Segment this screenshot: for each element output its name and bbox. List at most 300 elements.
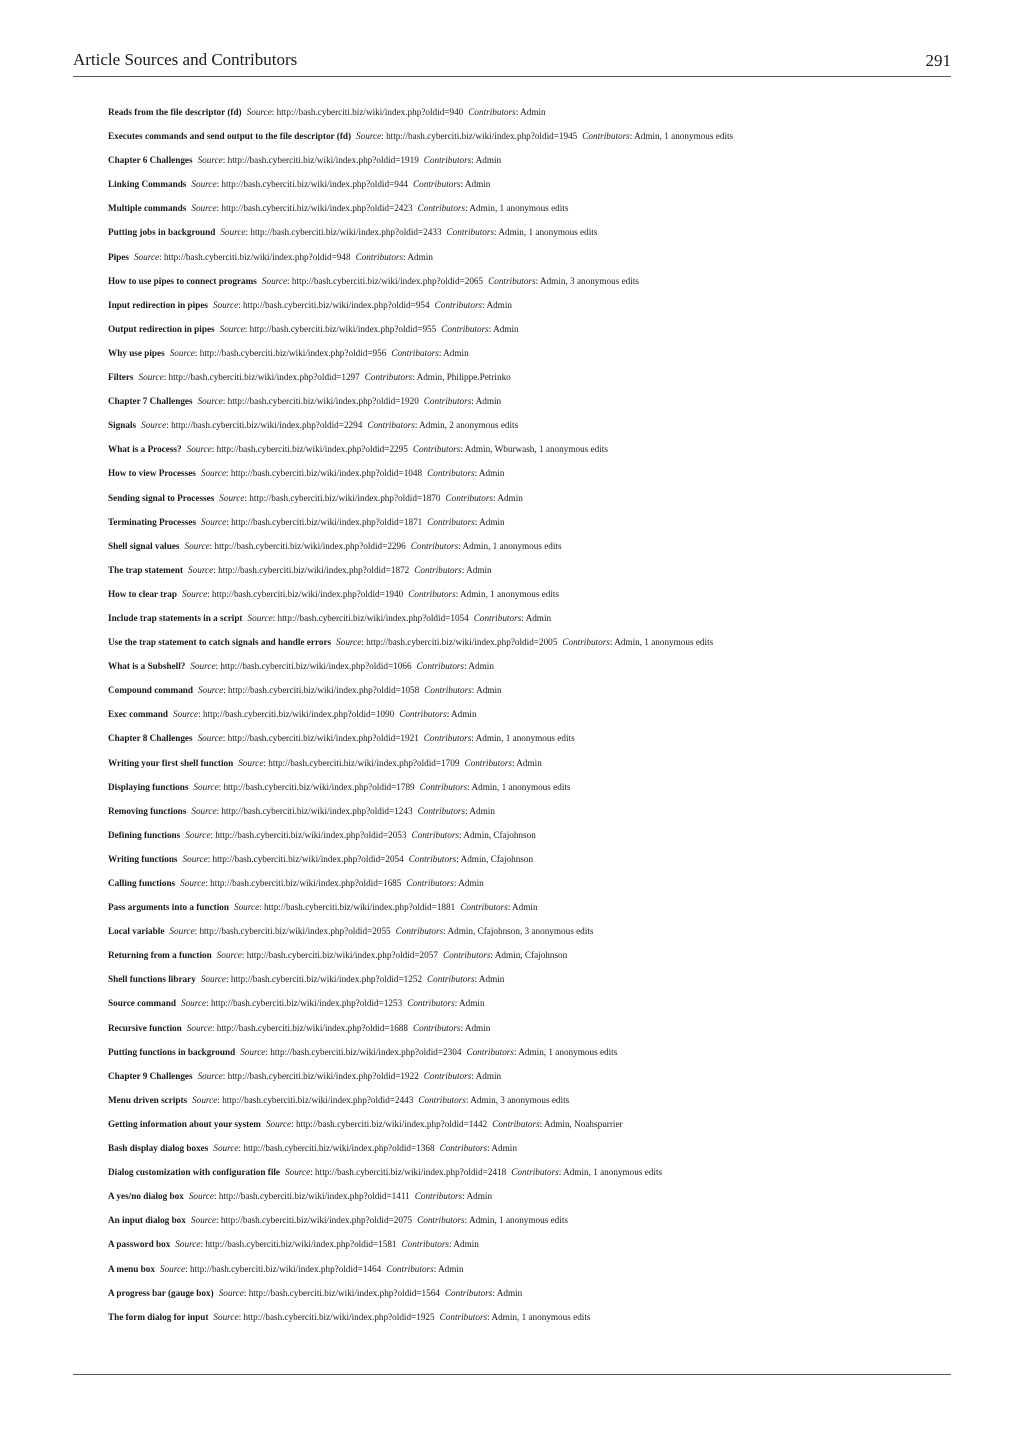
article-title: Defining functions [108, 829, 181, 840]
contributors-label: Contributors [427, 516, 475, 527]
source-label: Source [356, 131, 382, 142]
contributors-value: Admin [525, 612, 552, 623]
contributors-value: Admin, 1 anonymous edits [468, 1215, 568, 1226]
source-label: Source [219, 492, 245, 503]
contributors-value: Admin, 3 anonymous edits [470, 1094, 570, 1105]
contributors-label: Contributors [460, 902, 508, 913]
article-title: A password box [108, 1239, 171, 1250]
source-url: http://bash.cyberciti.biz/wiki/index.php?oldid=1871 [231, 516, 423, 527]
contributors-label: Contributors [427, 974, 475, 985]
source-url: http://bash.cyberciti.biz/wiki/index.php?oldid=1564 [248, 1287, 440, 1298]
article-title: Putting functions in background [108, 1046, 236, 1057]
contributors-label: Contributors [424, 685, 472, 696]
source-label: Source [197, 733, 223, 744]
list-item: Input redirection in pipes Source: http://bash.cyberciti.biz/wiki/index.php?oldid=954 Contributors: Admin [108, 299, 512, 310]
contributors-label: Contributors [411, 829, 459, 840]
contributors-value: Admin [469, 805, 495, 816]
contributors-value: Admin [468, 661, 494, 672]
source-label: Source [188, 564, 214, 575]
contributors-value: Admin [493, 323, 519, 334]
contributors-label: Contributors [466, 1046, 514, 1057]
contributors-value: Admin [486, 299, 512, 310]
contributors-value: Admin [466, 564, 492, 575]
source-label: Source [220, 227, 246, 238]
contributors-label: Contributors [445, 492, 493, 503]
source-url: http://bash.cyberciti.biz/wiki/index.php?oldid=2053 [215, 829, 407, 840]
contributors-value: Admin, Philippe.Petrinko [416, 372, 511, 383]
article-title: How to use pipes to connect programs [108, 275, 257, 286]
source-url: http://bash.cyberciti.biz/wiki/index.php?oldid=956 [199, 347, 387, 358]
list-item: How to clear trap Source: http://bash.cyberciti.biz/wiki/index.php?oldid=1940 Contributors: Admin, 1 anonymous edits [108, 588, 560, 599]
contributors-value: Admin [491, 1143, 517, 1154]
source-url: http://bash.cyberciti.biz/wiki/index.php?oldid=2055 [199, 926, 391, 937]
list-item: How to view Processes Source: http://bash.cyberciti.biz/wiki/index.php?oldid=1048 Contributors: Admin [108, 468, 505, 479]
list-item: Writing functions Source: http://bash.cyberciti.biz/wiki/index.php?oldid=2054 Contributors: Admin, Cfajohnson [108, 853, 534, 864]
page-number: 291 [925, 51, 951, 70]
source-label: Source [192, 1094, 218, 1105]
contributors-label: Contributors [412, 444, 461, 455]
article-title: An input dialog box [108, 1215, 186, 1226]
contributors-value: Admin [478, 974, 505, 985]
contributors-label: Contributors [391, 347, 439, 358]
list-item: How to use pipes to connect programs Source: http://bash.cyberciti.biz/wiki/index.php?oldid=2065 Contributors: Admin, 3 anonymous edits [108, 275, 639, 286]
article-title: Writing functions [108, 853, 178, 864]
source-label: Source [172, 709, 199, 720]
list-item: The form dialog for input Source: http://bash.cyberciti.biz/wiki/index.php?oldid=1925 Contributors: Admin, 1 anonymous edits [108, 1311, 591, 1322]
contributors-value: Admin [496, 1287, 523, 1298]
page-title: Article Sources and Contributors [73, 50, 298, 69]
source-label: Source [182, 853, 208, 864]
source-url: http://bash.cyberciti.biz/wiki/index.php?oldid=1048 [230, 468, 423, 479]
contributors-label: Contributors [408, 853, 457, 864]
source-label: Source [141, 420, 167, 431]
source-label: Source [200, 468, 227, 479]
source-url: http://bash.cyberciti.biz/wiki/index.php?oldid=1297 [168, 372, 360, 383]
article-title: Returning from a function [108, 950, 212, 961]
list-item: Recursive function Source: http://bash.cyberciti.biz/wiki/index.php?oldid=1688 Contributors: Admin [108, 1022, 491, 1033]
source-url: http://bash.cyberciti.biz/wiki/index.php?oldid=1464 [190, 1263, 382, 1274]
source-url: http://bash.cyberciti.biz/wiki/index.php?oldid=1945 [386, 131, 578, 142]
source-url: http://bash.cyberciti.biz/wiki/index.php?oldid=1253 [211, 998, 403, 1009]
source-label: Source [213, 1311, 239, 1322]
contributors-label: Contributors [364, 372, 413, 383]
source-label: Source [261, 275, 288, 286]
article-title: Shell functions library [108, 974, 196, 985]
article-title: Pass arguments into a function [108, 902, 229, 913]
source-label: Source [175, 1239, 201, 1250]
contributors-label: Contributors [423, 155, 472, 166]
source-url: http://bash.cyberciti.biz/wiki/index.php?oldid=2005 [366, 637, 558, 648]
source-url: http://bash.cyberciti.biz/wiki/index.php?oldid=2054 [212, 853, 404, 864]
source-label: Source [336, 637, 362, 648]
list-item: Terminating Processes Source: http://bash.cyberciti.biz/wiki/index.php?oldid=1871 Contributors: Admin [108, 516, 505, 527]
contributors-label: Contributors [416, 661, 465, 672]
source-url: http://bash.cyberciti.biz/wiki/index.php?oldid=2057 [246, 950, 438, 961]
list-item: Sending signal to Processes Source: http://bash.cyberciti.biz/wiki/index.php?oldid=1870 Contributors: Admin [108, 492, 523, 503]
contributors-label: Contributors [407, 998, 455, 1009]
source-label: Source [238, 757, 264, 768]
source-url: http://bash.cyberciti.biz/wiki/index.php?oldid=1921 [227, 733, 419, 744]
list-item: Menu driven scripts Source: http://bash.cyberciti.biz/wiki/index.php?oldid=2443 Contributors: Admin, 3 anonymous edits [108, 1094, 570, 1105]
article-title: Linking Commands [108, 179, 187, 190]
contributors-label: Contributors [423, 733, 472, 744]
contributors-value: Admin, 1 anonymous edits [518, 1046, 618, 1057]
source-label: Source [180, 998, 207, 1009]
list-item: A progress bar (gauge box) Source: http://bash.cyberciti.biz/wiki/index.php?oldid=1564 Contributors: Admin [108, 1287, 523, 1298]
source-url: http://bash.cyberciti.biz/wiki/index.php?oldid=1252 [230, 974, 423, 985]
source-url: http://bash.cyberciti.biz/wiki/index.php?oldid=2296 [214, 540, 406, 551]
contributors-value: Admin, 2 anonymous edits [419, 420, 519, 431]
contributors-value: Admin [407, 251, 433, 262]
list-item: Local variable Source: http://bash.cyberciti.biz/wiki/index.php?oldid=2055 Contributors: Admin, Cfajohnson, 3 anonymous edits [108, 926, 594, 937]
article-title: Pipes [108, 251, 129, 262]
article-title: What is a Process? [108, 444, 182, 455]
source-url: http://bash.cyberciti.biz/wiki/index.php?oldid=1581 [205, 1239, 397, 1250]
contributors-label: Contributors [367, 420, 415, 431]
article-title: Chapter 6 Challenges [108, 155, 193, 166]
article-title: Chapter 8 Challenges [108, 733, 193, 744]
list-item: A yes/no dialog box Source: http://bash.cyberciti.biz/wiki/index.php?oldid=1411 Contributors: Admin [108, 1191, 493, 1202]
contributors-value: Admin, 1 anonymous edits [498, 227, 598, 238]
article-title: A progress bar (gauge box) [108, 1287, 214, 1298]
contributors-label: Contributors [423, 396, 472, 407]
list-item: Reads from the file descriptor (fd) Source: http://bash.cyberciti.biz/wiki/index.php?oldid=940 Contributors: Admin [108, 107, 546, 117]
source-label: Source [200, 974, 226, 985]
list-item: Source command Source: http://bash.cyberciti.biz/wiki/index.php?oldid=1253 Contributors: Admin [108, 998, 485, 1009]
article-title: Compound command [108, 685, 194, 696]
list-item: Chapter 8 Challenges Source: http://bash.cyberciti.biz/wiki/index.php?oldid=1921 Contributors: Admin, 1 anonymous edits [108, 733, 575, 744]
list-item: Defining functions Source: http://bash.cyberciti.biz/wiki/index.php?oldid=2053 Contributors: Admin, Cfajohnson [108, 829, 536, 840]
contributors-label: Contributors [355, 251, 404, 262]
source-label: Source [133, 251, 160, 262]
list-item: Executes commands and send output to the file descriptor (fd) Source: http://bash.cyberciti.biz/wiki/index.php?oldid=1945 Contributors: Admin, 1 anonymous edits [108, 131, 734, 142]
contributors-value: Admin [453, 1239, 479, 1250]
article-title: Getting information about your system [108, 1118, 261, 1129]
list-item: Returning from a function Source: http://bash.cyberciti.biz/wiki/index.php?oldid=2057 Contributors: Admin, Cfajohnson [108, 950, 568, 961]
contributors-value: Admin [497, 492, 523, 503]
article-title: Input redirection in pipes [108, 299, 208, 310]
source-label: Source [265, 1118, 292, 1129]
source-url: http://bash.cyberciti.biz/wiki/index.php?oldid=2075 [220, 1215, 413, 1226]
list-item: Chapter 7 Challenges Source: http://bash.cyberciti.biz/wiki/index.php?oldid=1920 Contributors: Admin [108, 396, 502, 407]
source-label: Source [219, 323, 245, 334]
source-url: http://bash.cyberciti.biz/wiki/index.php?oldid=2433 [250, 227, 442, 238]
contributors-value: Admin [479, 516, 505, 527]
list-item: Chapter 6 Challenges Source: http://bash.cyberciti.biz/wiki/index.php?oldid=1919 Contributors: Admin [108, 155, 502, 166]
contributors-label: Contributors [492, 1118, 540, 1129]
source-url: http://bash.cyberciti.biz/wiki/index.php?oldid=2065 [291, 275, 484, 286]
list-item: Include trap statements in a script Source: http://bash.cyberciti.biz/wiki/index.php?oldid=1054 Contributors: Admin [108, 612, 552, 623]
list-item: A menu box Source: http://bash.cyberciti.biz/wiki/index.php?oldid=1464 Contributors: Admin [108, 1263, 464, 1274]
contributors-label: Contributors [442, 950, 491, 961]
source-label: Source [197, 396, 223, 407]
source-label: Source [240, 1046, 266, 1057]
contributors-label: Contributors [473, 612, 522, 623]
source-url: http://bash.cyberciti.biz/wiki/index.php?oldid=1368 [243, 1143, 435, 1154]
contributors-value: Admin, 1 anonymous edits [469, 203, 569, 214]
contributors-value: Admin [516, 757, 542, 768]
source-label: Source [184, 540, 210, 551]
source-url: http://bash.cyberciti.biz/wiki/index.php?oldid=2294 [171, 420, 363, 431]
contributors-value: Admin, Wburwash, 1 anonymous edits [464, 444, 608, 455]
source-label: Source [181, 588, 208, 599]
source-label: Source [186, 1022, 212, 1033]
contributors-label: Contributors [439, 1143, 488, 1154]
source-label: Source [197, 155, 223, 166]
source-label: Source [213, 1143, 239, 1154]
contributors-value: Admin, 1 anonymous edits [471, 781, 571, 792]
contributors-value: Admin [478, 468, 505, 479]
contributors-label: Contributors [406, 878, 454, 888]
contributors-label: Contributors [417, 805, 466, 816]
source-label: Source [169, 347, 195, 358]
list-item: Calling functions Source: http://bash.cyberciti.biz/wiki/index.php?oldid=1685 Contributors: Admin [108, 878, 484, 888]
list-item: Shell functions library Source: http://bash.cyberciti.biz/wiki/index.php?oldid=1252 Contributors: Admin [108, 974, 505, 985]
article-title: The trap statement [108, 564, 184, 575]
article-title: A yes/no dialog box [108, 1191, 184, 1202]
contributors-label: Contributors [464, 757, 512, 768]
source-url: http://bash.cyberciti.biz/wiki/index.php?oldid=1243 [221, 805, 413, 816]
source-url: http://bash.cyberciti.biz/wiki/index.php?oldid=948 [163, 251, 351, 262]
source-url: http://bash.cyberciti.biz/wiki/index.php?oldid=2295 [216, 444, 408, 455]
source-label: Source [246, 107, 272, 117]
contributors-value: Admin [512, 902, 538, 913]
contributors-label: Contributors [408, 588, 456, 599]
contributors-value: Admin [476, 685, 502, 696]
source-url: http://bash.cyberciti.biz/wiki/index.php?oldid=1066 [220, 661, 412, 672]
contributors-label: Contributors [441, 323, 489, 334]
contributors-label: Contributors [399, 709, 447, 720]
list-item: Bash display dialog boxes Source: http://bash.cyberciti.biz/wiki/index.php?oldid=1368 Contributors: Admin [108, 1143, 517, 1154]
article-title: Multiple commands [108, 203, 187, 214]
contributors-value: Admin, 1 anonymous edits [462, 540, 562, 551]
contributors-value: Admin [475, 396, 502, 407]
source-label: Source [159, 1263, 186, 1274]
list-item: Putting jobs in background Source: http://bash.cyberciti.biz/wiki/index.php?oldid=2433 Contributors: Admin, 1 anonymous edits [108, 227, 598, 238]
list-item: Chapter 9 Challenges Source: http://bash.cyberciti.biz/wiki/index.php?oldid=1922 Contributors: Admin [108, 1070, 502, 1081]
article-title: A menu box [108, 1263, 155, 1274]
list-item: Displaying functions Source: http://bash.cyberciti.biz/wiki/index.php?oldid=1789 Contributors: Admin, 1 anonymous edits [108, 781, 571, 792]
article-title: Shell signal values [108, 540, 180, 551]
source-label: Source [169, 926, 195, 937]
source-label: Source [212, 299, 239, 310]
source-label: Source [190, 1215, 217, 1226]
article-title: Putting jobs in background [108, 227, 216, 238]
source-label: Source [188, 1191, 214, 1202]
source-url: http://bash.cyberciti.biz/wiki/index.php?oldid=1870 [249, 492, 441, 503]
source-label: Source [138, 372, 164, 383]
source-label: Source [180, 878, 206, 888]
contributors-label: Contributors [417, 203, 466, 214]
source-url: http://bash.cyberciti.biz/wiki/index.php?oldid=940 [276, 107, 464, 117]
contributors-label: Contributors [417, 1215, 465, 1226]
list-item: Signals Source: http://bash.cyberciti.biz/wiki/index.php?oldid=2294 Contributors: Admin, 2 anonymous edits [108, 420, 519, 431]
contributors-value: Admin [443, 347, 469, 358]
contributors-value: Admin, 1 anonymous edits [563, 1167, 663, 1178]
article-title: Writing your first shell function [108, 757, 234, 768]
list-item: Multiple commands Source: http://bash.cyberciti.biz/wiki/index.php?oldid=2423 Contributors: Admin, 1 anonymous edits [108, 203, 569, 214]
contributors-label: Contributors [395, 926, 444, 937]
article-title: Executes commands and send output to the file descriptor (fd) [108, 131, 352, 142]
article-title: Source command [108, 998, 176, 1009]
contributors-value: Admin [458, 878, 484, 888]
article-title: Why use pipes [108, 347, 165, 358]
contributors-value: Admin [475, 155, 502, 166]
source-url: http://bash.cyberciti.biz/wiki/index.php?oldid=2304 [270, 1046, 462, 1057]
list-item: Output redirection in pipes Source: http://bash.cyberciti.biz/wiki/index.php?oldid=955 Contributors: Admin [108, 323, 519, 334]
source-url: http://bash.cyberciti.biz/wiki/index.php?oldid=954 [243, 299, 430, 310]
contributors-label: Contributors [446, 227, 495, 238]
contributors-value: Admin, Cfajohnson [463, 829, 536, 840]
article-title: Signals [108, 420, 137, 431]
contributors-label: Contributors [423, 1070, 472, 1081]
list-item: Writing your first shell function Source: http://bash.cyberciti.biz/wiki/index.php?oldid=1709 Contributors: Admin [108, 757, 542, 768]
source-url: http://bash.cyberciti.biz/wiki/index.php?oldid=1940 [212, 588, 404, 599]
source-url: http://bash.cyberciti.biz/wiki/index.php?oldid=1925 [243, 1311, 435, 1322]
source-url: http://bash.cyberciti.biz/wiki/index.php?oldid=1442 [295, 1118, 488, 1129]
source-label: Source [186, 444, 212, 455]
source-url: http://bash.cyberciti.biz/wiki/index.php?oldid=1058 [228, 685, 420, 696]
source-url: http://bash.cyberciti.biz/wiki/index.php?oldid=1922 [227, 1070, 419, 1081]
source-url: http://bash.cyberciti.biz/wiki/index.php?oldid=1688 [216, 1022, 408, 1033]
source-label: Source [191, 805, 217, 816]
contributors-value: Admin, Cfajohnson [460, 853, 534, 864]
article-title: Displaying functions [108, 781, 189, 792]
footer-rule [73, 1374, 951, 1375]
source-label: Source [191, 179, 217, 190]
list-item: Linking Commands Source: http://bash.cyberciti.biz/wiki/index.php?oldid=944 Contributors: Admin [108, 179, 491, 190]
list-item: Compound command Source: http://bash.cyberciti.biz/wiki/index.php?oldid=1058 Contributors: Admin [108, 685, 502, 696]
source-url: http://bash.cyberciti.biz/wiki/index.php?oldid=1054 [277, 612, 469, 623]
source-label: Source [185, 829, 211, 840]
contributors-value: Admin, 1 anonymous edits [634, 131, 734, 142]
contributors-label: Contributors [439, 1311, 488, 1322]
list-item: What is a Process? Source: http://bash.cyberciti.biz/wiki/index.php?oldid=2295 Contributors: Admin, Wburwash, 1 anonymous edits [108, 444, 608, 455]
contributors-value: Admin [464, 1022, 491, 1033]
source-url: http://bash.cyberciti.biz/wiki/index.php?oldid=1709 [268, 757, 460, 768]
source-label: Source [201, 516, 227, 527]
contributors-label: Contributors [511, 1167, 559, 1178]
source-label: Source [216, 950, 242, 961]
source-label: Source [247, 612, 273, 623]
contributors-value: Admin, Cfajohnson, 3 anonymous edits [447, 926, 594, 937]
article-title: Include trap statements in a script [108, 612, 243, 623]
article-title: Chapter 7 Challenges [108, 396, 193, 407]
contributors-label: Contributors [418, 1094, 466, 1105]
contributors-label: Contributors [488, 275, 536, 286]
article-title: What is a Subshell? [108, 661, 186, 672]
contributors-value: Admin, 1 anonymous edits [460, 588, 560, 599]
article-title: Output redirection in pipes [108, 323, 215, 334]
article-title: Sending signal to Processes [108, 492, 215, 503]
contributors-label: Contributors [582, 131, 630, 142]
contributors-value: Admin [459, 998, 485, 1009]
list-item: Pass arguments into a function Source: http://bash.cyberciti.biz/wiki/index.php?oldid=1881 Contributors: Admin [108, 902, 538, 913]
source-url: http://bash.cyberciti.biz/wiki/index.php?oldid=1411 [218, 1191, 410, 1202]
source-url: http://bash.cyberciti.biz/wiki/index.php?oldid=2418 [315, 1167, 507, 1178]
contributors-label: Contributors [434, 299, 483, 310]
contributors-value: Admin [466, 1191, 493, 1202]
contributors-value: Admin, 1 anonymous edits [491, 1311, 591, 1322]
article-title: Removing functions [108, 805, 187, 816]
contributors-label: Contributors [412, 1022, 461, 1033]
source-url: http://bash.cyberciti.biz/wiki/index.php?oldid=1872 [218, 564, 410, 575]
article-title: Calling functions [108, 878, 176, 888]
list-item: Shell signal values Source: http://bash.cyberciti.biz/wiki/index.php?oldid=2296 Contributors: Admin, 1 anonymous edits [108, 540, 562, 551]
contributors-value: Admin [438, 1263, 464, 1274]
article-title: Reads from the file descriptor (fd) [108, 107, 242, 117]
contributors-label: Contributors [410, 540, 459, 551]
list-item: An input dialog box Source: http://bash.cyberciti.biz/wiki/index.php?oldid=2075 Contributors: Admin, 1 anonymous edits [108, 1215, 568, 1226]
contributors-label: Contributors [468, 107, 516, 117]
article-title: How to clear trap [108, 588, 177, 599]
contributors-value: Admin, 3 anonymous edits [539, 275, 639, 286]
contributors-label: Contributors [562, 637, 610, 648]
contributors-value: Admin [475, 1070, 502, 1081]
contributors-value: Admin, 1 anonymous edits [475, 733, 575, 744]
article-title: Recursive function [108, 1022, 182, 1033]
source-label: Source [193, 781, 219, 792]
contributors-label: Contributors [386, 1263, 434, 1274]
contributors-label: Contributors [401, 1239, 450, 1250]
list-item: Use the trap statement to catch signals and handle errors Source: http://bash.cyberciti.biz/wiki/index.php?oldid=2005 Contributors: Admin, 1 anonymous edits [108, 637, 714, 648]
source-label: Source [218, 1287, 244, 1298]
source-url: http://bash.cyberciti.biz/wiki/index.php?oldid=1919 [227, 155, 419, 166]
list-item: What is a Subshell? Source: http://bash.cyberciti.biz/wiki/index.php?oldid=1066 Contributors: Admin [108, 661, 494, 672]
contributors-value: Admin [451, 709, 477, 720]
contributors-label: Contributors [444, 1287, 493, 1298]
list-item: Putting functions in background Source: http://bash.cyberciti.biz/wiki/index.php?oldid=2304 Contributors: Admin, 1 anonymous edits [108, 1046, 618, 1057]
contributors-value: Admin [464, 179, 491, 190]
article-title: Bash display dialog boxes [108, 1143, 209, 1154]
source-label: Source [197, 1070, 223, 1081]
article-title: Terminating Processes [108, 516, 197, 527]
article-title: Exec command [108, 709, 168, 720]
article-title: Filters [108, 372, 134, 383]
source-url: http://bash.cyberciti.biz/wiki/index.php?oldid=2443 [222, 1094, 414, 1105]
article-list [108, 105, 968, 1334]
article-title: Chapter 9 Challenges [108, 1070, 193, 1081]
source-url: http://bash.cyberciti.biz/wiki/index.php?oldid=1881 [264, 902, 456, 913]
contributors-label: Contributors [419, 781, 468, 792]
source-label: Source [233, 902, 260, 913]
list-item: A password box Source: http://bash.cyberciti.biz/wiki/index.php?oldid=1581 Contributors: Admin [108, 1239, 479, 1250]
contributors-label: Contributors [413, 179, 461, 190]
article-title: Menu driven scripts [108, 1094, 188, 1105]
contributors-label: Contributors [414, 1191, 463, 1202]
list-item: Filters Source: http://bash.cyberciti.biz/wiki/index.php?oldid=1297 Contributors: Admin, Philippe.Petrinko [108, 372, 511, 383]
list-item: Getting information about your system Source: http://bash.cyberciti.biz/wiki/index.php?oldid=1442 Contributors: Admin, Noahspurrier [108, 1118, 623, 1129]
page-header [73, 50, 951, 77]
source-url: http://bash.cyberciti.biz/wiki/index.php?oldid=1789 [223, 781, 415, 792]
contributors-label: Contributors [414, 564, 462, 575]
source-url: http://bash.cyberciti.biz/wiki/index.php?oldid=1090 [203, 709, 395, 720]
source-label: Source [198, 685, 224, 696]
list-item: Why use pipes Source: http://bash.cyberciti.biz/wiki/index.php?oldid=956 Contributors: Admin [108, 347, 469, 358]
source-url: http://bash.cyberciti.biz/wiki/index.php?oldid=944 [221, 179, 409, 190]
source-url: http://bash.cyberciti.biz/wiki/index.php?oldid=1920 [227, 396, 419, 407]
source-label: Source [191, 203, 217, 214]
source-url: http://bash.cyberciti.biz/wiki/index.php?oldid=1685 [210, 878, 402, 888]
contributors-value: Admin, Cfajohnson [494, 950, 568, 961]
contributors-label: Contributors [427, 468, 475, 479]
source-url: http://bash.cyberciti.biz/wiki/index.php?oldid=2423 [221, 203, 413, 214]
contributors-value: Admin [520, 107, 546, 117]
source-url: http://bash.cyberciti.biz/wiki/index.php?oldid=955 [249, 323, 437, 334]
article-title: Use the trap statement to catch signals and handle errors [108, 637, 332, 648]
list-item: The trap statement Source: http://bash.cyberciti.biz/wiki/index.php?oldid=1872 Contributors: Admin [108, 564, 492, 575]
article-title: How to view Processes [108, 468, 196, 479]
